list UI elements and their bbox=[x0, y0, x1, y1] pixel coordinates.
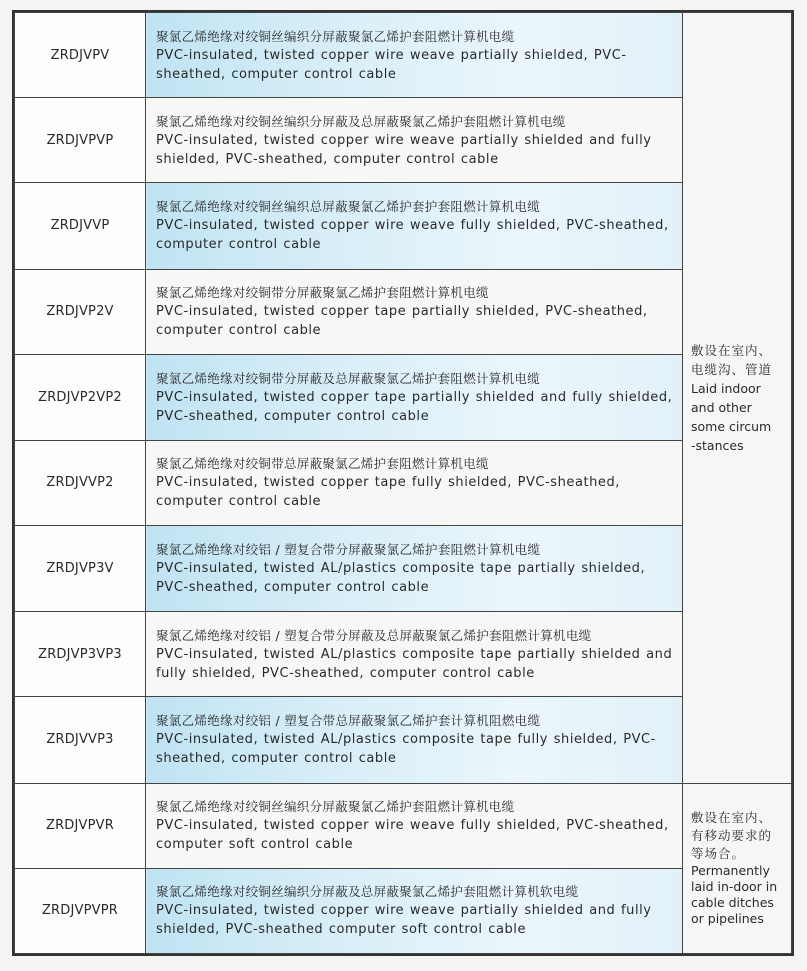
cable-description bbox=[146, 526, 683, 612]
table-row bbox=[15, 269, 792, 354]
cable-description bbox=[146, 98, 683, 183]
usage-line-english: -stances bbox=[691, 437, 744, 453]
usage-line-english: or pipelines bbox=[691, 911, 764, 927]
cable-description bbox=[146, 612, 683, 697]
description-english: PVC-insulated, twisted copper wire weave partially shielded, PVC-sheathed, computer control cable bbox=[156, 47, 627, 82]
usage-note bbox=[683, 783, 792, 953]
model-code: ZRDJVP2V bbox=[15, 269, 146, 354]
usage-line-english: Permanently bbox=[691, 863, 770, 879]
description-chinese: 聚氯乙烯绝缘对绞铜丝编织分屏蔽及总屏蔽聚氯乙烯护套阻燃计算机电缆 bbox=[156, 113, 566, 129]
usage-line-chinese: 敷设在室内、 bbox=[691, 810, 773, 826]
cable-description bbox=[146, 13, 683, 98]
description-chinese: 聚氯乙烯绝缘对绞铜丝编织分屏蔽聚氯乙烯护套阻燃计算机电缆 bbox=[156, 28, 515, 44]
description-english: PVC-insulated, twisted copper wire weave fully shielded, PVC-sheathed, computer control cable bbox=[156, 218, 669, 253]
model-code: ZRDJVP2VP2 bbox=[15, 354, 146, 440]
cable-description bbox=[146, 354, 683, 440]
model-code: ZRDJVPVR bbox=[15, 783, 146, 868]
cable-description bbox=[146, 440, 683, 525]
description-chinese: 聚氯乙烯绝缘对绞铜带总屏蔽聚氯乙烯护套阻燃计算机电缆 bbox=[156, 456, 489, 472]
table-row bbox=[15, 354, 792, 440]
description-english: PVC-insulated, twisted copper tape partially shielded, PVC-sheathed, computer control cable bbox=[156, 304, 648, 339]
description-chinese: 聚氯乙烯绝缘对绞铜带分屏蔽聚氯乙烯护套阻燃计算机电缆 bbox=[156, 285, 489, 301]
model-code: ZRDJVPVPR bbox=[15, 868, 146, 953]
description-english: PVC-insulated, twisted copper wire weave partially shielded and fully shielded, PVC-sheathed, computer control cable bbox=[156, 132, 652, 167]
cable-description bbox=[146, 183, 683, 269]
usage-line-chinese: 有移动要求的 bbox=[691, 828, 773, 844]
table-row bbox=[15, 612, 792, 697]
description-chinese: 聚氯乙烯绝缘对绞铜丝编织分屏蔽及总屏蔽聚氯乙烯护套阻燃计算机软电缆 bbox=[156, 884, 579, 900]
table-row bbox=[15, 526, 792, 612]
model-code: ZRDJVVP2 bbox=[15, 440, 146, 525]
table-row bbox=[15, 183, 792, 269]
usage-note bbox=[683, 13, 792, 784]
usage-line-english: laid in-door in bbox=[691, 879, 778, 895]
description-english: PVC-insulated, twisted copper tape fully shielded, PVC-sheathed, computer control cable bbox=[156, 475, 620, 510]
model-code: ZRDJVPV bbox=[15, 13, 146, 98]
cable-spec-table bbox=[12, 10, 794, 956]
table-row bbox=[15, 98, 792, 183]
model-code: ZRDJVP3V bbox=[15, 526, 146, 612]
description-english: PVC-insulated, twisted AL/plastics composite tape partially shielded, PVC-sheathed, computer control cable bbox=[156, 561, 646, 596]
model-code: ZRDJVVP bbox=[15, 183, 146, 269]
model-code: ZRDJVP3VP3 bbox=[15, 612, 146, 697]
table-row bbox=[15, 783, 792, 868]
usage-line-english: cable ditches bbox=[691, 895, 774, 911]
table-row bbox=[15, 440, 792, 525]
description-english: PVC-insulated, twisted copper wire weave partially shielded and fully shielded, PVC-sheathed computer soft control cable bbox=[156, 903, 652, 938]
usage-line-english: some circum bbox=[691, 418, 772, 434]
cable-description bbox=[146, 269, 683, 354]
description-english: PVC-insulated, twisted AL/plastics composite tape fully shielded, PVC-sheathed, computer control cable bbox=[156, 732, 656, 767]
description-chinese: 聚氯乙烯绝缘对绞铝 / 塑复合带总屏蔽聚氯乙烯护套计算机阻燃电缆 bbox=[156, 713, 541, 729]
description-chinese: 聚氯乙烯绝缘对绞铜丝编织总屏蔽聚氯乙烯护套护套阻燃计算机电缆 bbox=[156, 199, 541, 215]
description-english: PVC-insulated, twisted copper wire weave fully shielded, PVC-sheathed, computer soft control cable bbox=[156, 818, 669, 853]
description-chinese: 聚氯乙烯绝缘对绞铜丝编织分屏蔽聚氯乙烯护套阻燃计算机电缆 bbox=[156, 799, 515, 815]
description-english: PVC-insulated, twisted copper tape partially shielded and fully shielded, PVC-sheathed, computer control cable bbox=[156, 389, 673, 424]
description-english: PVC-insulated, twisted AL/plastics composite tape partially shielded and fully shielded, PVC-sheathed, computer control cable bbox=[156, 646, 673, 681]
model-code: ZRDJVPVP bbox=[15, 98, 146, 183]
usage-line-chinese: 敷设在室内、 bbox=[691, 342, 773, 358]
usage-line-chinese: 电缆沟、管道 bbox=[691, 361, 773, 377]
cable-description bbox=[146, 868, 683, 953]
table-row bbox=[15, 697, 792, 783]
cable-description bbox=[146, 783, 683, 868]
description-chinese: 聚氯乙烯绝缘对绞铜带分屏蔽及总屏蔽聚氯乙烯护套阻燃计算机电缆 bbox=[156, 370, 541, 386]
description-chinese: 聚氯乙烯绝缘对绞铝 / 塑复合带分屏蔽聚氯乙烯护套阻燃计算机电缆 bbox=[156, 542, 541, 558]
table-row bbox=[15, 13, 792, 98]
description-chinese: 聚氯乙烯绝缘对绞铝 / 塑复合带分屏蔽及总屏蔽聚氯乙烯护套阻燃计算机电缆 bbox=[156, 627, 592, 643]
cable-description bbox=[146, 697, 683, 783]
spec-table bbox=[14, 12, 792, 954]
usage-line-chinese: 等场合。 bbox=[691, 846, 746, 862]
usage-line-english: Laid indoor bbox=[691, 380, 761, 396]
table-row bbox=[15, 868, 792, 953]
model-code: ZRDJVVP3 bbox=[15, 697, 146, 783]
usage-line-english: and other bbox=[691, 399, 752, 415]
